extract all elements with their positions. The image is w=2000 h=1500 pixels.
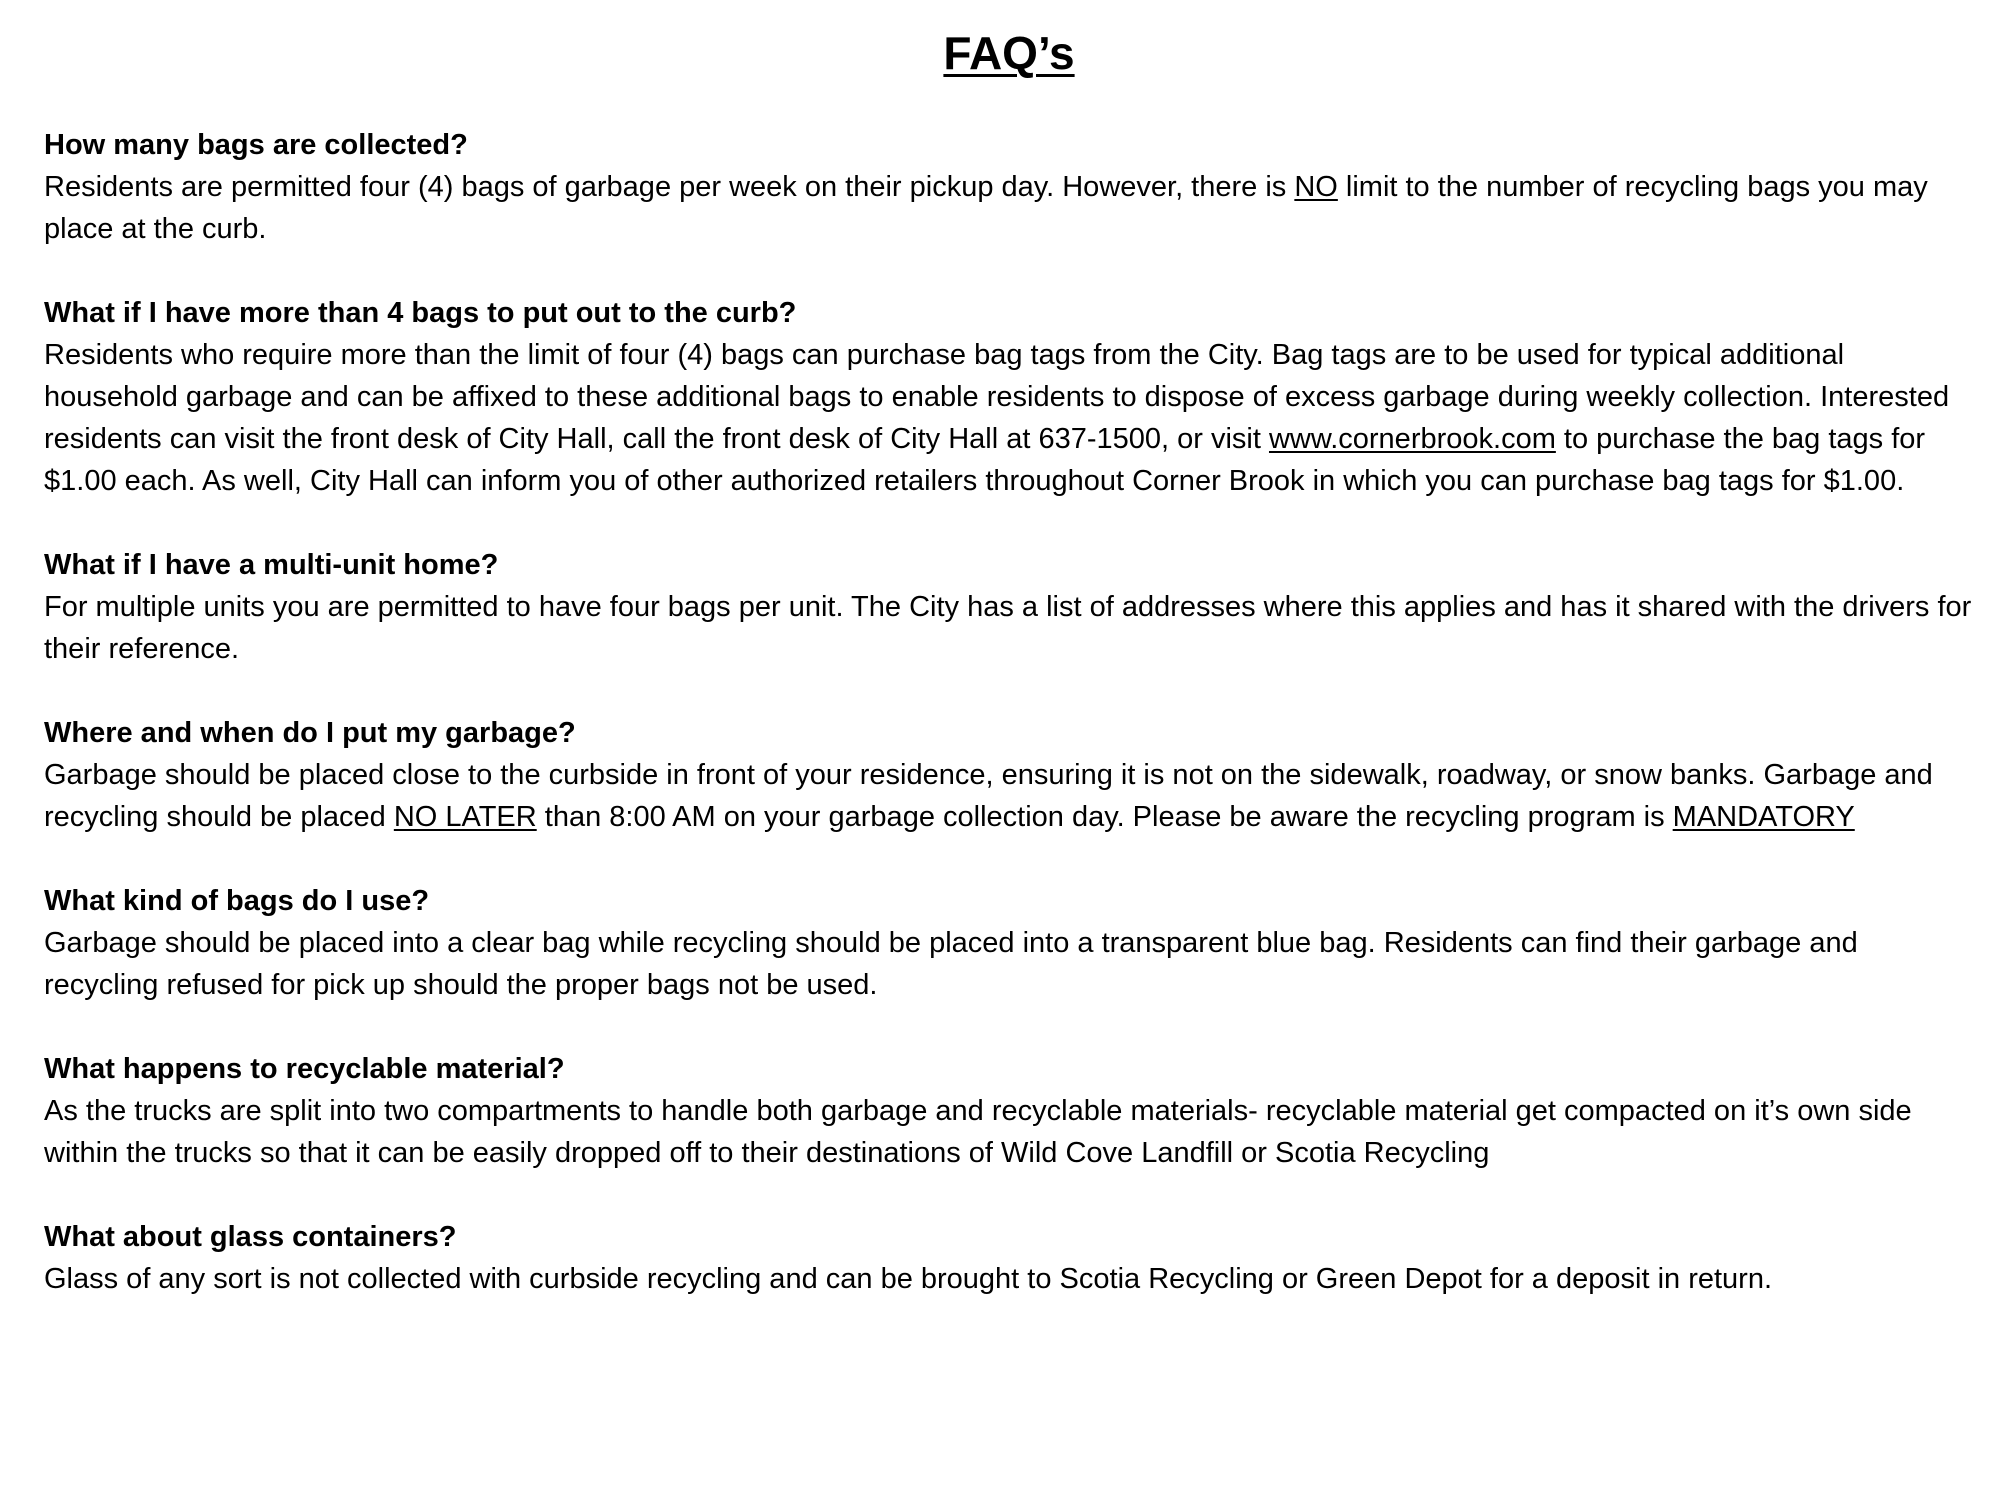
website-link[interactable]: www.cornerbrook.com <box>1268 423 1556 455</box>
faq-item-where-when <box>44 712 1974 838</box>
answer-text: Residents who require more than the limit of four (4) bags can purchase bag tags from the City. Bag tags are to be used for typical additional household garbage and can be affixed to these additional bags to enable residents to dispose of excess garbage during weekly collection. Interested residents can visit the front desk of City Hall, call the front desk of City Hall at 637-1500, or visit <box>44 339 1950 455</box>
faq-item-recyclable <box>44 1048 1974 1174</box>
answer-text: Garbage should be placed close to the curbside in front of your residence, ensuring it is not on the sidewalk, roadway, or snow banks. Garbage and recycling should be placed <box>44 759 1933 833</box>
faq-item-more-bags <box>44 292 1974 502</box>
faq-question: What kind of bags do I use? <box>44 885 430 917</box>
faq-item-bag-kind <box>44 880 1974 1006</box>
answer-text: Residents are permitted four (4) bags of garbage per week on their pickup day. However, there is <box>44 171 1295 203</box>
faq-answer <box>44 586 1974 670</box>
faq-answer <box>44 1090 1974 1174</box>
faq-item-glass <box>44 1216 1974 1300</box>
faq-page <box>44 24 1974 1342</box>
answer-text: Garbage should be placed into a clear bag while recycling should be placed into a transparent blue bag. Residents can find their garbage and recycling refused for pick up should the proper bags not be used. <box>44 927 1858 1001</box>
answer-text: to purchase the bag tags for $1.00 each. As well, City Hall can inform you of other authorized retailers throughout Corner Brook in which you can purchase bag tags for $1.00. <box>44 423 1926 497</box>
faq-answer <box>44 1258 1974 1300</box>
page-title: FAQ’s <box>943 27 1075 79</box>
faq-question: Where and when do I put my garbage? <box>44 717 576 749</box>
faq-question: What about glass containers? <box>44 1221 457 1253</box>
answer-text: than 8:00 AM on your garbage collection day. Please be aware the recycling program is <box>536 801 1673 833</box>
faq-answer <box>44 922 1974 1006</box>
faq-question: What if I have a multi-unit home? <box>44 549 499 581</box>
faq-answer <box>44 334 1974 502</box>
faq-answer <box>44 166 1974 250</box>
faq-question: What happens to recyclable material? <box>44 1053 565 1085</box>
emphasis-no-later: NO LATER <box>393 801 537 833</box>
emphasis-mandatory: MANDATORY <box>1672 801 1855 833</box>
answer-text: As the trucks are split into two compartments to handle both garbage and recyclable materials- recyclable material get compacted on it’s own side within the trucks so that it can be easily dropped off to their destinations of Wild Cove Landfill or Scotia Recycling <box>44 1095 1912 1169</box>
faq-question: What if I have more than 4 bags to put out to the curb? <box>44 297 797 329</box>
emphasis-no: NO <box>1294 171 1338 203</box>
answer-text: Glass of any sort is not collected with curbside recycling and can be brought to Scotia Recycling or Green Depot for a deposit in return. <box>44 1263 1773 1295</box>
faq-question: How many bags are collected? <box>44 129 468 161</box>
faq-item-multi-unit <box>44 544 1974 670</box>
faq-item-bags-collected <box>44 124 1974 250</box>
answer-text: For multiple units you are permitted to have four bags per unit. The City has a list of addresses where this applies and has it shared with the drivers for their reference. <box>44 591 1972 665</box>
answer-text: limit to the number of recycling bags you may place at the curb. <box>44 171 1928 245</box>
faq-answer <box>44 754 1974 838</box>
